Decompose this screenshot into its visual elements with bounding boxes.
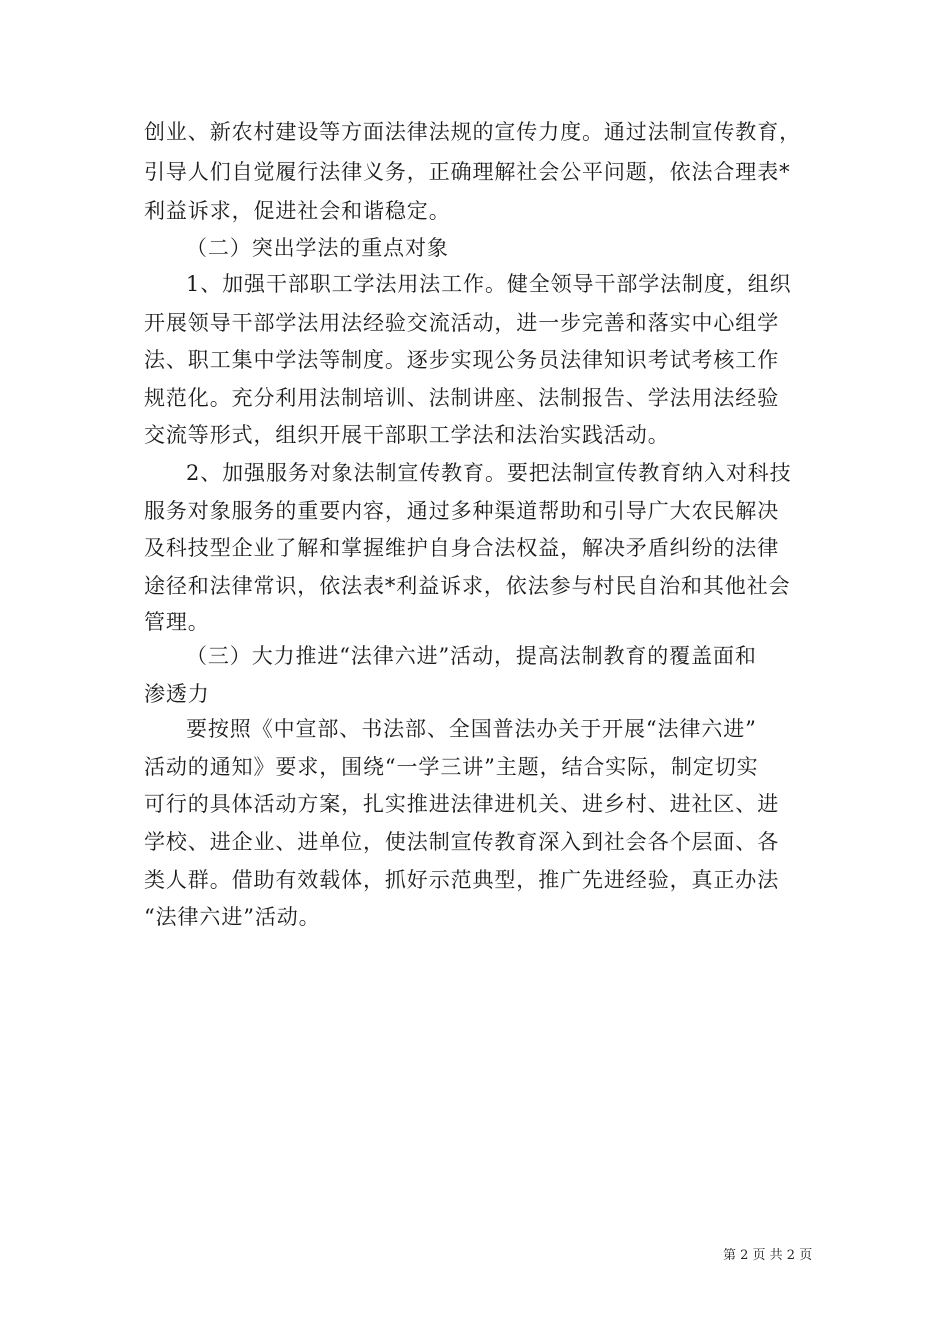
body-text-line: 引导人们自觉履行法律义务，正确理解社会公平问题，依法合理表* xyxy=(144,160,791,184)
body-text-line: 可行的具体活动方案，扎实推进法律进机关、进乡村、进社区、进 xyxy=(144,792,780,816)
body-text-line: 交流等形式，组织开展干部职工学法和法治实践活动。 xyxy=(144,423,670,447)
page-number-footer: 第 2 页 共 2 页 xyxy=(723,1248,813,1263)
body-text-line: 法、职工集中学法等制度。逐步实现公务员法律知识考试考核工作 xyxy=(144,348,780,372)
body-text-line: 规范化。充分利用法制培训、法制讲座、法制报告、学法用法经验 xyxy=(144,386,780,410)
section-heading: （三）大力推进“法律六进”活动，提高法制教育的覆盖面和 xyxy=(186,644,757,668)
body-text-line: “法律六进”活动。 xyxy=(144,905,321,929)
section-heading: （二）突出学法的重点对象 xyxy=(186,236,449,260)
body-text-line: 及科技型企业了解和掌握维护自身合法权益，解决矛盾纠纷的法律 xyxy=(144,536,780,560)
body-text-line: 开展领导干部学法用法经验交流活动，进一步完善和落实中心组学 xyxy=(144,311,780,335)
body-text-line: 管理。 xyxy=(144,610,210,634)
body-text-line: 创业、新农村建设等方面法律法规的宣传力度。通过法制宣传教育， xyxy=(144,120,801,144)
body-text-line: 类人群。借助有效载体，抓好示范典型，推广先进经验，真正办法 xyxy=(144,868,780,892)
body-text-line: 活动的通知》要求，围绕“一学三讲”主题，结合实际，制定切实 xyxy=(144,755,759,779)
section-heading-continuation: 渗透力 xyxy=(144,682,210,706)
body-text-line: 利益诉求，促进社会和谐稳定。 xyxy=(144,199,451,223)
paragraph-start-line: 1、加强干部职工学法用法工作。健全领导干部学法制度，组织 xyxy=(186,272,792,296)
body-text-line: 途径和法律常识，依法表*利益诉求，依法参与村民自治和其他社会 xyxy=(144,574,791,598)
body-text-line: 学校、进企业、进单位，使法制宣传教育深入到社会各个层面、各 xyxy=(144,830,780,854)
paragraph-start-line: 2、加强服务对象法制宣传教育。要把法制宣传教育纳入对科技 xyxy=(186,461,792,485)
paragraph-start-line: 要按照《中宣部、书法部、全国普法办关于开展“法律六进” xyxy=(186,717,757,741)
body-text-line: 服务对象服务的重要内容，通过多种渠道帮助和引导广大农民解决 xyxy=(144,499,780,523)
